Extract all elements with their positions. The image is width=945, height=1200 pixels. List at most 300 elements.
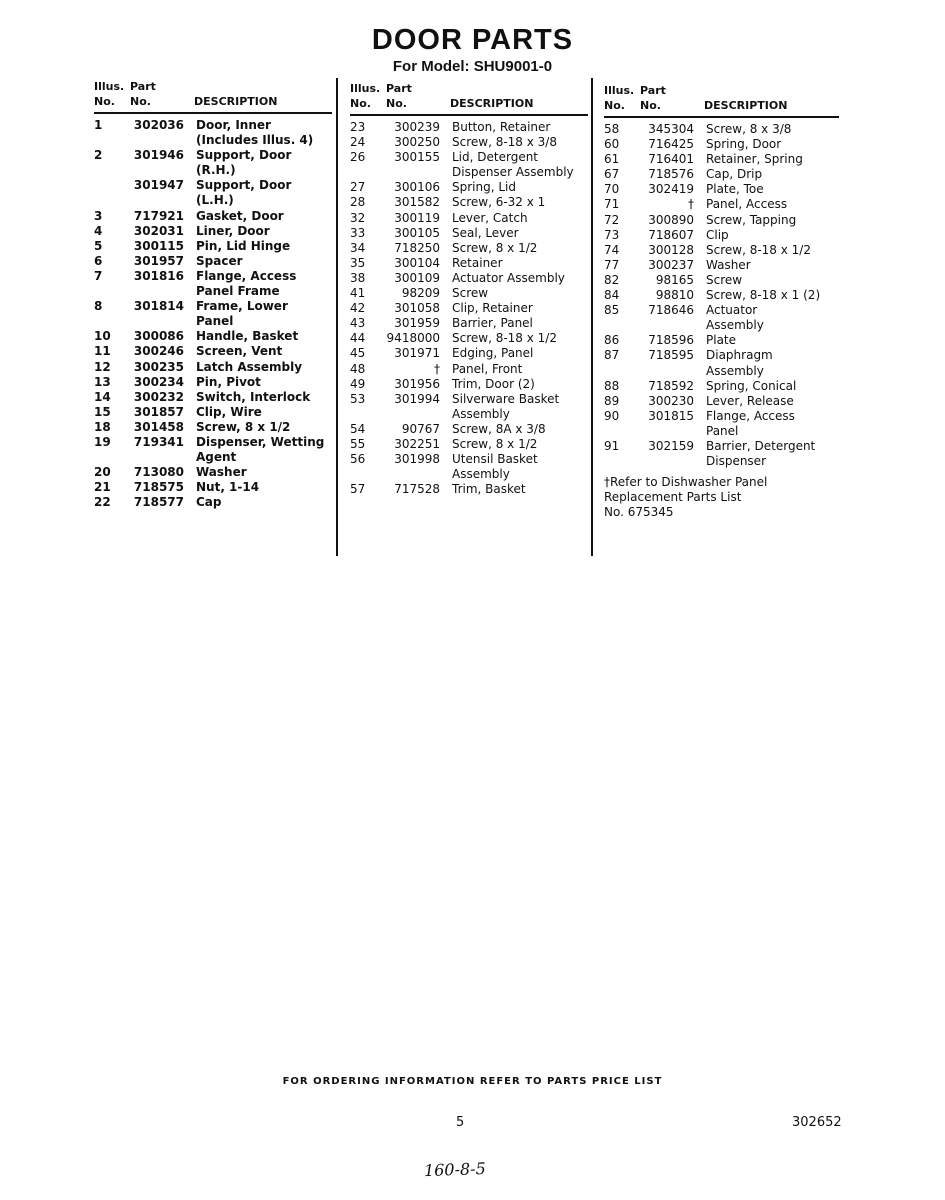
part-number: [126, 450, 196, 465]
part-description: Flange, Access: [706, 408, 795, 423]
illus-number: 54: [350, 421, 366, 436]
part-number: 300232: [133, 389, 184, 404]
part-number: [382, 165, 452, 180]
part-number: 300109: [394, 270, 440, 285]
part-number: 300890: [648, 212, 694, 227]
part-description: Clip: [706, 227, 729, 242]
column-divider: [591, 78, 593, 556]
part-description: Frame, Lower: [196, 299, 288, 314]
part-number: 717921: [133, 208, 184, 223]
column-header: [94, 80, 332, 112]
part-description: Lid, Detergent: [452, 150, 539, 165]
part-description: Flange, Access: [196, 268, 297, 283]
part-description: Panel, Access: [706, 197, 788, 212]
illus-number: 56: [350, 452, 366, 467]
illus-number: 12: [94, 359, 111, 374]
illus-number: 77: [604, 257, 620, 272]
parts-column-3: [604, 84, 839, 520]
part-number: 716401: [648, 152, 694, 167]
illus-number: 48: [350, 361, 366, 376]
illus-number: 71: [604, 197, 620, 212]
illus-header: Illus.: [350, 82, 381, 95]
illus-number: 53: [350, 391, 366, 406]
part-description: Assembly: [706, 363, 764, 378]
part-number: 300155: [394, 150, 440, 165]
part-description: Spring, Door: [706, 137, 782, 152]
parts-row: [604, 167, 839, 182]
part-description: Screw, 8-18 x 1/2: [706, 242, 811, 257]
illus-number: 10: [94, 329, 111, 344]
parts-row: [94, 329, 332, 344]
part-description: Support, Door: [196, 178, 292, 193]
parts-row: [350, 256, 588, 271]
part-number: 302031: [133, 223, 184, 238]
part-description: Pin, Lid Hinge: [196, 238, 291, 253]
part-description: Support, Door: [196, 148, 292, 163]
illus-number: 33: [350, 225, 366, 240]
ordering-note: FOR ORDERING INFORMATION REFER TO PARTS PRICE LIST: [282, 1076, 663, 1087]
illus-number: 84: [604, 288, 620, 303]
illus-number: 3: [94, 208, 103, 223]
part-number: [126, 284, 196, 299]
part-description: Actuator: [706, 303, 758, 318]
illus-number: 43: [350, 316, 366, 331]
part-no-header: No.: [386, 97, 407, 110]
part-description: Barrier, Detergent: [706, 438, 816, 453]
part-number: 718577: [133, 495, 184, 510]
part-number: 718596: [648, 333, 694, 348]
illus-header: Illus.: [94, 80, 125, 93]
part-number: 98209: [401, 286, 440, 301]
part-number: 9418000: [386, 331, 440, 346]
illus-number: 88: [604, 378, 620, 393]
parts-row: [94, 314, 332, 329]
part-number: [126, 314, 196, 329]
parts-row: [94, 344, 332, 359]
illus-number: 4: [94, 223, 103, 238]
part-number: 300115: [133, 238, 184, 253]
part-description: Switch, Interlock: [196, 389, 311, 404]
illus-number: [604, 364, 636, 379]
part-description: Panel Frame: [196, 284, 280, 299]
description-header: DESCRIPTION: [194, 95, 278, 108]
part-description: Gasket, Door: [196, 208, 284, 223]
part-description: Cap, Drip: [706, 167, 763, 182]
parts-column-2: [350, 82, 588, 497]
part-number: 300104: [394, 255, 440, 270]
parts-row: [350, 467, 588, 482]
parts-row: [350, 316, 588, 331]
parts-row: [350, 346, 588, 361]
parts-row: [94, 193, 332, 208]
parts-row: [350, 301, 588, 316]
part-description: (L.H.): [196, 193, 234, 208]
part-number: 300237: [648, 257, 694, 272]
illus-number: 11: [94, 344, 111, 359]
part-number: 301998: [394, 452, 440, 467]
illus-number: 28: [350, 195, 366, 210]
part-description: Spacer: [196, 253, 243, 268]
parts-row: [94, 163, 332, 178]
part-description: Screw, 8 x 1/2: [452, 240, 538, 255]
parts-row: [350, 271, 588, 286]
part-number: [636, 318, 706, 333]
parts-row: [604, 182, 839, 197]
part-description: Barrier, Panel: [452, 316, 533, 331]
parts-row: [94, 239, 332, 254]
illus-no-header: No.: [94, 95, 115, 108]
illus-number: 58: [604, 122, 620, 136]
illus-number: 8: [94, 299, 103, 314]
parts-row: [604, 364, 839, 379]
parts-row: [350, 135, 588, 150]
part-number: 301947: [133, 178, 184, 193]
part-description: Button, Retainer: [452, 120, 551, 134]
part-number: 300250: [394, 135, 440, 150]
parts-row: [350, 362, 588, 377]
part-description: Panel: [706, 423, 739, 438]
illus-number: 61: [604, 152, 620, 167]
illus-number: 87: [604, 348, 620, 363]
parts-row: [604, 213, 839, 228]
part-description: Screw, Tapping: [706, 212, 797, 227]
parts-row: [94, 480, 332, 495]
illus-no-header: No.: [350, 97, 371, 110]
part-description: Screw, 8-18 x 1 (2): [706, 288, 821, 303]
part-description: Screen, Vent: [196, 344, 283, 359]
part-description: Utensil Basket: [452, 452, 538, 467]
part-description: Screw, 8 x 1/2: [452, 436, 538, 451]
illus-number: 49: [350, 376, 366, 391]
parts-row: [350, 407, 588, 422]
part-description: Actuator Assembly: [452, 270, 565, 285]
part-number: 718576: [648, 167, 694, 182]
parts-row: [350, 422, 588, 437]
parts-row: [94, 209, 332, 224]
parts-row: [94, 390, 332, 405]
parts-row: [604, 333, 839, 348]
part-description: Plate, Toe: [706, 182, 764, 197]
part-number: 713080: [133, 465, 184, 480]
part-number: 718595: [648, 348, 694, 363]
footnote: †Refer to Dishwasher Panel Replacement Parts List No. 675345: [604, 475, 768, 520]
parts-row: [94, 420, 332, 435]
part-number: 302251: [394, 436, 440, 451]
parts-row: [350, 165, 588, 180]
part-number: 300105: [394, 225, 440, 240]
parts-row: [604, 258, 839, 273]
parts-row: [604, 439, 839, 454]
illus-number: 82: [604, 272, 620, 287]
part-number: [382, 407, 452, 422]
part-number: 719341: [133, 434, 184, 449]
parts-row: [350, 482, 588, 497]
part-description: Dispenser, Wetting: [196, 434, 325, 449]
illus-number: 91: [604, 438, 620, 453]
part-description: Seal, Lever: [452, 225, 519, 240]
illus-number: 13: [94, 374, 111, 389]
part-description: Screw, 8 x 1/2: [196, 419, 291, 434]
part-number: 302419: [648, 182, 694, 197]
parts-row: [94, 465, 332, 480]
parts-row: [604, 454, 839, 469]
part-number: 718646: [648, 303, 694, 318]
parts-row: [604, 273, 839, 288]
part-description: Assembly: [452, 467, 510, 482]
part-number: 300128: [648, 242, 694, 257]
parts-list: [604, 122, 839, 469]
page-title: DOOR PARTS: [371, 24, 574, 56]
header-rule: [350, 114, 588, 116]
illus-number: 5: [94, 238, 103, 253]
parts-list: [94, 118, 332, 510]
parts-row: [350, 180, 588, 195]
part-description: Panel, Front: [452, 361, 523, 376]
part-number: [636, 364, 706, 379]
part-description: Trim, Door (2): [452, 376, 535, 391]
part-number: [382, 467, 452, 482]
part-description: Lever, Catch: [452, 210, 528, 225]
parts-row: [350, 452, 588, 467]
part-number: 716425: [648, 137, 694, 152]
part-description: Screw: [706, 272, 743, 287]
parts-row: [350, 120, 588, 135]
part-description: Latch Assembly: [196, 359, 303, 374]
part-description: Dispenser Assembly: [452, 165, 574, 180]
illus-number: 60: [604, 137, 620, 152]
illus-number: [94, 314, 126, 329]
part-description: Dispenser: [706, 454, 766, 469]
illus-number: [350, 467, 382, 482]
illus-number: 18: [94, 419, 111, 434]
part-number: 302159: [648, 438, 694, 453]
header-rule: [94, 112, 332, 114]
illus-number: 7: [94, 268, 103, 283]
part-number: [126, 193, 196, 208]
part-number: 301857: [133, 404, 184, 419]
part-description: Cap: [196, 495, 222, 510]
column-divider: [336, 78, 338, 556]
part-number: 301957: [133, 253, 184, 268]
illus-number: [94, 178, 126, 193]
illus-number: [94, 133, 126, 148]
part-description: Silverware Basket: [452, 391, 560, 406]
illus-number: 55: [350, 436, 366, 451]
parts-row: [94, 375, 332, 390]
illus-number: 20: [94, 465, 111, 480]
parts-row: [94, 118, 332, 133]
illus-number: 90: [604, 408, 620, 423]
part-description: Retainer, Spring: [706, 152, 803, 167]
part-number: [126, 163, 196, 178]
document-number: 302652: [792, 1115, 842, 1130]
illus-number: 67: [604, 167, 620, 182]
part-number: 300235: [133, 359, 184, 374]
part-description: Assembly: [452, 406, 510, 421]
part-number: [636, 424, 706, 439]
illus-number: 70: [604, 182, 620, 197]
handwritten-note: 160-8-5: [423, 1158, 487, 1181]
illus-number: 14: [94, 389, 111, 404]
parts-row: [94, 435, 332, 450]
parts-row: [604, 348, 839, 363]
part-description: Screw, 8A x 3/8: [452, 421, 546, 436]
part-description: Pin, Pivot: [196, 374, 261, 389]
parts-row: [350, 150, 588, 165]
parts-row: [604, 379, 839, 394]
illus-number: 41: [350, 286, 366, 301]
illus-number: [604, 454, 636, 469]
part-number: 301816: [133, 268, 184, 283]
illus-number: 21: [94, 480, 111, 495]
parts-row: [94, 360, 332, 375]
illus-number: 85: [604, 303, 620, 318]
illus-number: 45: [350, 346, 366, 361]
part-description: Door, Inner: [196, 118, 271, 132]
parts-row: [350, 437, 588, 452]
illus-number: 89: [604, 393, 620, 408]
part-description: Plate: [706, 333, 737, 348]
part-description: Spring, Lid: [452, 180, 516, 195]
parts-row: [94, 495, 332, 510]
part-description: Lever, Release: [706, 393, 794, 408]
part-description: Diaphragm: [706, 348, 773, 363]
part-number: 300246: [133, 344, 184, 359]
illus-number: [604, 424, 636, 439]
illus-number: 1: [94, 118, 103, 132]
parts-row: [604, 122, 839, 137]
illus-number: 34: [350, 240, 366, 255]
part-number: 301971: [394, 346, 440, 361]
part-number: 717528: [394, 482, 440, 497]
part-number: 718592: [648, 378, 694, 393]
part-description: (R.H.): [196, 163, 236, 178]
part-description: Screw, 8-18 x 3/8: [452, 135, 557, 150]
parts-row: [350, 226, 588, 241]
illus-number: 72: [604, 212, 620, 227]
parts-row: [350, 195, 588, 210]
illus-number: 2: [94, 148, 103, 163]
part-number: 301582: [394, 195, 440, 210]
parts-row: [604, 228, 839, 243]
parts-row: [350, 392, 588, 407]
illus-number: 35: [350, 255, 366, 270]
part-number: 98810: [655, 288, 694, 303]
part-number: 301946: [133, 148, 184, 163]
part-header: Part: [386, 82, 412, 95]
illus-number: 26: [350, 150, 366, 165]
part-description: Trim, Basket: [452, 482, 526, 497]
part-number: [636, 454, 706, 469]
part-number: [126, 133, 196, 148]
part-number: 300239: [394, 120, 440, 134]
illus-number: [350, 165, 382, 180]
illus-number: 22: [94, 495, 111, 510]
part-description: Screw, 6-32 x 1: [452, 195, 546, 210]
parts-row: [94, 178, 332, 193]
header-rule: [604, 116, 839, 118]
part-number: 345304: [648, 122, 694, 136]
part-number: 300230: [648, 393, 694, 408]
column-header: [350, 82, 588, 114]
part-number: 90767: [401, 421, 440, 436]
illus-number: 42: [350, 301, 366, 316]
part-number: 718575: [133, 480, 184, 495]
model-subtitle: For Model: SHU9001-0: [392, 58, 553, 75]
part-description: Spring, Conical: [706, 378, 797, 393]
illus-number: [94, 163, 126, 178]
parts-row: [604, 303, 839, 318]
part-number: 301994: [394, 391, 440, 406]
part-header: Part: [640, 84, 666, 97]
part-number: 302036: [133, 118, 184, 132]
illus-number: 24: [350, 135, 366, 150]
illus-number: [94, 450, 126, 465]
illus-number: 19: [94, 434, 111, 449]
illus-number: 6: [94, 253, 103, 268]
parts-row: [604, 137, 839, 152]
part-header: Part: [130, 80, 156, 93]
illus-number: 15: [94, 404, 111, 419]
illus-number: 73: [604, 227, 620, 242]
illus-number: 44: [350, 331, 366, 346]
parts-row: [94, 133, 332, 148]
part-number: 301959: [394, 316, 440, 331]
description-header: DESCRIPTION: [450, 97, 534, 110]
part-description: Washer: [196, 465, 247, 480]
illus-number: 86: [604, 333, 620, 348]
column-header: [604, 84, 839, 116]
part-number: 301815: [648, 408, 694, 423]
illus-header: Illus.: [604, 84, 635, 97]
illus-number: [350, 407, 382, 422]
part-number: 300119: [394, 210, 440, 225]
parts-list: [350, 120, 588, 497]
part-number: 301814: [133, 299, 184, 314]
part-description: Edging, Panel: [452, 346, 534, 361]
illus-number: [604, 318, 636, 333]
parts-row: [94, 148, 332, 163]
parts-row: [350, 211, 588, 226]
part-description: Washer: [706, 257, 751, 272]
part-description: Screw, 8 x 3/8: [706, 122, 792, 136]
illus-number: 32: [350, 210, 366, 225]
description-header: DESCRIPTION: [704, 99, 788, 112]
part-description: Clip, Retainer: [452, 301, 533, 316]
parts-row: [604, 197, 839, 212]
parts-row: [94, 254, 332, 269]
part-number: †: [688, 197, 694, 212]
part-number: 98165: [655, 272, 694, 287]
part-number: 718607: [648, 227, 694, 242]
illus-number: [94, 284, 126, 299]
parts-row: [604, 318, 839, 333]
part-number: 300086: [133, 329, 184, 344]
parts-row: [350, 241, 588, 256]
parts-row: [94, 284, 332, 299]
parts-row: [94, 269, 332, 284]
parts-row: [94, 224, 332, 239]
part-description: Handle, Basket: [196, 329, 299, 344]
part-number: †: [434, 361, 440, 376]
parts-row: [604, 394, 839, 409]
illus-number: [94, 193, 126, 208]
parts-column-1: [94, 80, 332, 510]
part-number: 301458: [133, 419, 184, 434]
part-description: Agent: [196, 450, 237, 465]
parts-row: [350, 331, 588, 346]
illus-number: 74: [604, 242, 620, 257]
